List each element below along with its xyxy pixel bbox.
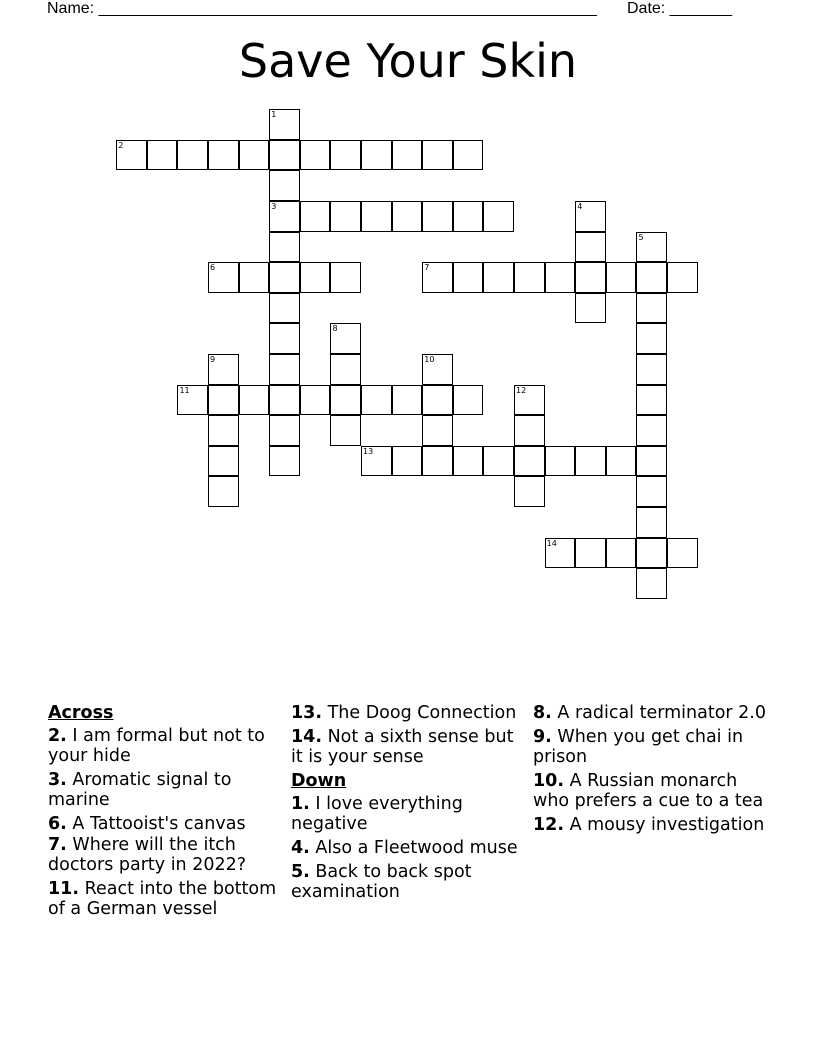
clue-number: 4. <box>291 838 310 858</box>
clue-down-1 <box>291 794 527 834</box>
grid-cell[interactable] <box>147 140 178 171</box>
grid-cell[interactable] <box>636 262 667 293</box>
grid-cell[interactable] <box>208 354 239 385</box>
grid-cell[interactable] <box>269 140 300 171</box>
grid-cell[interactable] <box>575 201 606 232</box>
cell-number: 3 <box>271 202 277 212</box>
grid-cell[interactable] <box>667 262 698 293</box>
grid-cell[interactable] <box>269 262 300 293</box>
grid-cell[interactable] <box>636 538 667 569</box>
grid-cell[interactable] <box>116 140 147 171</box>
clue-number: 12. <box>533 815 565 835</box>
grid-cell[interactable] <box>606 446 637 477</box>
grid-cell[interactable] <box>361 446 392 477</box>
grid-cell[interactable] <box>667 538 698 569</box>
clue-across-13 <box>291 703 527 723</box>
grid-cell[interactable] <box>392 446 423 477</box>
grid-cell[interactable] <box>514 476 545 507</box>
clue-text: A Russian monarch who prefers a cue to a tea <box>533 771 764 811</box>
clue-across-2 <box>48 726 284 766</box>
grid-cell[interactable] <box>636 476 667 507</box>
grid-cell[interactable] <box>361 201 392 232</box>
grid-cell[interactable] <box>422 262 453 293</box>
grid-cell[interactable] <box>606 538 637 569</box>
grid-cell[interactable] <box>269 293 300 324</box>
clue-number: 14. <box>291 727 323 747</box>
grid-cell[interactable] <box>269 323 300 354</box>
grid-cell[interactable] <box>330 385 361 416</box>
grid-cell[interactable] <box>422 385 453 416</box>
name-field[interactable]: Name: ________________________________________________________ <box>47 0 597 17</box>
grid-cell[interactable] <box>177 385 208 416</box>
clue-text: A Tattooist's canvas <box>72 814 246 834</box>
grid-cell[interactable] <box>575 232 606 263</box>
clue-across-7 <box>48 835 284 875</box>
clue-down-4 <box>291 838 527 858</box>
grid-cell[interactable] <box>300 140 331 171</box>
grid-cell[interactable] <box>208 446 239 477</box>
grid-cell[interactable] <box>453 446 484 477</box>
clue-across-6 <box>48 814 284 834</box>
grid-cell[interactable] <box>177 140 208 171</box>
grid-cell[interactable] <box>269 354 300 385</box>
grid-cell[interactable] <box>636 415 667 446</box>
grid-cell[interactable] <box>483 201 514 232</box>
grid-cell[interactable] <box>392 140 423 171</box>
grid-cell[interactable] <box>208 385 239 416</box>
cell-number: 8 <box>332 324 338 334</box>
grid-cell[interactable] <box>269 201 300 232</box>
clue-number: 1. <box>291 794 310 814</box>
grid-cell[interactable] <box>636 293 667 324</box>
clue-number: 9. <box>533 727 552 747</box>
cell-number: 9 <box>210 355 216 365</box>
clue-number: 10. <box>533 771 565 791</box>
clue-text: Also a Fleetwood muse <box>315 838 518 858</box>
clue-across-3 <box>48 770 284 810</box>
grid-cell[interactable] <box>422 446 453 477</box>
grid-cell[interactable] <box>453 385 484 416</box>
clue-text: Back to back spot examination <box>291 862 472 902</box>
cell-number: 11 <box>179 385 190 395</box>
cell-number: 12 <box>516 385 527 395</box>
grid-cell[interactable] <box>422 140 453 171</box>
clue-text: Aromatic signal to marine <box>48 770 232 810</box>
clue-down-5 <box>291 862 527 902</box>
grid-cell[interactable] <box>545 538 576 569</box>
clue-number: 7. <box>48 835 67 855</box>
clue-text: I am formal but not to your hide <box>48 726 265 766</box>
clue-text: React into the bottom of a German vessel <box>48 879 277 919</box>
grid-cell[interactable] <box>422 354 453 385</box>
cell-number: 5 <box>638 232 644 242</box>
grid-cell[interactable] <box>330 323 361 354</box>
grid-cell[interactable] <box>208 476 239 507</box>
grid-cell[interactable] <box>330 354 361 385</box>
clue-number: 2. <box>48 726 67 746</box>
cell-number: 4 <box>577 202 583 212</box>
grid-cell[interactable] <box>575 293 606 324</box>
grid-cell[interactable] <box>361 385 392 416</box>
down-heading: Down <box>291 771 347 791</box>
cell-number: 2 <box>118 140 124 150</box>
clue-text: A radical terminator 2.0 <box>557 703 766 723</box>
grid-cell[interactable] <box>606 262 637 293</box>
clue-number: 13. <box>291 703 323 723</box>
grid-cell[interactable] <box>575 538 606 569</box>
grid-cell[interactable] <box>453 140 484 171</box>
grid-cell[interactable] <box>636 507 667 538</box>
grid-cell[interactable] <box>330 201 361 232</box>
grid-cell[interactable] <box>330 262 361 293</box>
clue-text: Not a sixth sense but it is your sense <box>291 727 514 767</box>
clue-text: I love everything negative <box>291 794 463 834</box>
grid-cell[interactable] <box>545 446 576 477</box>
grid-cell[interactable] <box>300 201 331 232</box>
grid-cell[interactable] <box>453 201 484 232</box>
grid-cell[interactable] <box>269 232 300 263</box>
grid-cell[interactable] <box>514 262 545 293</box>
grid-cell[interactable] <box>269 385 300 416</box>
clue-number: 6. <box>48 814 67 834</box>
cell-number: 1 <box>271 110 277 120</box>
clues-column-2 <box>291 703 527 906</box>
grid-cell[interactable] <box>330 140 361 171</box>
clue-down-12 <box>533 815 769 835</box>
grid-cell[interactable] <box>514 385 545 416</box>
clue-down-10 <box>533 771 769 811</box>
grid-cell[interactable] <box>239 385 270 416</box>
grid-cell[interactable] <box>636 385 667 416</box>
clue-down-9 <box>533 727 769 767</box>
grid-cell[interactable] <box>636 323 667 354</box>
grid-cell[interactable] <box>208 262 239 293</box>
grid-cell[interactable] <box>453 262 484 293</box>
grid-cell[interactable] <box>514 446 545 477</box>
grid-cell[interactable] <box>514 415 545 446</box>
clue-text: The Doog Connection <box>327 703 517 723</box>
grid-cell[interactable] <box>636 446 667 477</box>
grid-cell[interactable] <box>269 170 300 201</box>
cell-number: 6 <box>210 263 216 273</box>
clues-column-1 <box>48 703 284 923</box>
grid-cell[interactable] <box>483 446 514 477</box>
clue-text: A mousy investigation <box>569 815 765 835</box>
grid-cell[interactable] <box>269 109 300 140</box>
grid-cell[interactable] <box>392 385 423 416</box>
grid-cell[interactable] <box>330 415 361 446</box>
date-field[interactable]: Date: _______ <box>627 0 732 17</box>
clue-number: 11. <box>48 879 80 899</box>
grid-cell[interactable] <box>208 140 239 171</box>
grid-cell[interactable] <box>483 262 514 293</box>
grid-cell[interactable] <box>269 415 300 446</box>
clue-down-8 <box>533 703 769 723</box>
grid-cell[interactable] <box>575 262 606 293</box>
clue-text: Where will the itch doctors party in 2022? <box>48 835 247 875</box>
puzzle-title: Save Your Skin <box>238 34 578 88</box>
clue-number: 3. <box>48 770 67 790</box>
clue-text: When you get chai in prison <box>533 727 744 767</box>
grid-cell[interactable] <box>422 201 453 232</box>
clues-column-3 <box>533 703 769 839</box>
grid-cell[interactable] <box>239 262 270 293</box>
grid-cell[interactable] <box>208 415 239 446</box>
grid-cell[interactable] <box>575 446 606 477</box>
grid-cell[interactable] <box>636 232 667 263</box>
clue-number: 8. <box>533 703 552 723</box>
grid-cell[interactable] <box>300 385 331 416</box>
grid-cell[interactable] <box>392 201 423 232</box>
grid-cell[interactable] <box>636 568 667 599</box>
grid-cell[interactable] <box>239 140 270 171</box>
clue-across-11 <box>48 879 284 919</box>
clue-number: 5. <box>291 862 310 882</box>
cell-number: 14 <box>546 538 557 548</box>
grid-cell[interactable] <box>269 446 300 477</box>
grid-cell[interactable] <box>361 140 392 171</box>
across-heading: Across <box>48 703 114 723</box>
grid-cell[interactable] <box>422 415 453 446</box>
grid-cell[interactable] <box>636 354 667 385</box>
clue-across-14 <box>291 727 527 767</box>
grid-cell[interactable] <box>300 262 331 293</box>
cell-number: 7 <box>424 263 430 273</box>
cell-number: 13 <box>363 446 374 456</box>
cell-number: 10 <box>424 355 435 365</box>
grid-cell[interactable] <box>545 262 576 293</box>
